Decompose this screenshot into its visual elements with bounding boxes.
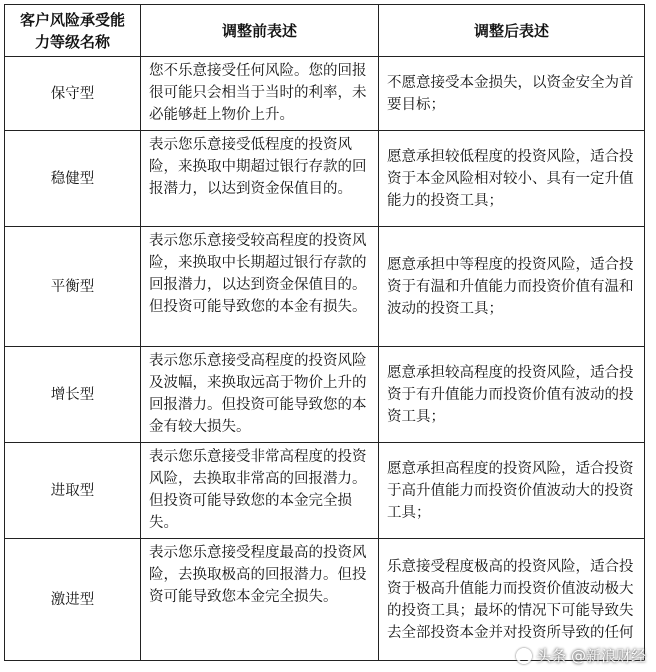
level-name: 保守型 — [5, 57, 141, 131]
table-row — [5, 539, 645, 661]
table-row — [5, 131, 645, 227]
table-row — [5, 57, 645, 131]
table-row — [5, 227, 645, 347]
header-after: 调整后表述 — [379, 5, 645, 57]
watermark — [516, 645, 646, 666]
watermark-text: 头条 @新浪财经 — [536, 647, 646, 665]
level-name: 进取型 — [5, 443, 141, 539]
before-text: 您不乐意接受任何风险。您的回报很可能只会相当于当时的利率，未必能够赶上物价上升。 — [141, 57, 379, 131]
before-text: 表示您乐意接受高程度的投资风险及波幅，来换取远高于物价上升的回报潜力。但投资可能导致您的本金有较大损失。 — [141, 347, 379, 443]
after-text: 乐意接受程度极高的投资风险，适合投资于极高升值能力而投资价值波动极大的投资工具；最坏的情况下可能导致失去全部投资本金并对投资所导致的任何 — [379, 539, 645, 661]
before-text: 表示您乐意接受低程度的投资风险，来换取中期超过银行存款的回报潜力，以达到资金保值目的。 — [141, 131, 379, 227]
level-name: 激进型 — [5, 539, 141, 661]
watermark-logo-icon — [516, 648, 532, 664]
table-row — [5, 347, 645, 443]
header-row — [5, 5, 645, 57]
table-row — [5, 443, 645, 539]
level-name: 增长型 — [5, 347, 141, 443]
before-text: 表示您乐意接受非常高程度的投资风险，去换取非常高的回报潜力。但投资可能导致您的本金完全损失。 — [141, 443, 379, 539]
level-name: 平衡型 — [5, 227, 141, 347]
before-text: 表示您乐意接受较高程度的投资风险，来换取中长期超过银行存款的回报潜力，以达到资金保值目的。但投资可能导致您的本金有损失。 — [141, 227, 379, 347]
after-text: 愿意承担中等程度的投资风险，适合投资于有温和升值能力而投资价值有温和波动的投资工具； — [379, 227, 645, 347]
after-text: 不愿意接受本金损失，以资金安全为首要目标； — [379, 57, 645, 131]
after-text: 愿意承担较低程度的投资风险，适合投资于本金风险相对较小、具有一定升值能力的投资工具； — [379, 131, 645, 227]
header-level-name: 客户风险承受能力等级名称 — [5, 5, 141, 57]
after-text: 愿意承担高程度的投资风险，适合投资于高升值能力而投资价值波动大的投资工具； — [379, 443, 645, 539]
header-before: 调整前表述 — [141, 5, 379, 57]
level-name: 稳健型 — [5, 131, 141, 227]
risk-level-table — [4, 4, 645, 661]
before-text: 表示您乐意接受程度最高的投资风险，去换取极高的回报潜力。但投资可能导致您本金完全损失。 — [141, 539, 379, 661]
after-text: 愿意承担较高程度的投资风险，适合投资于有升值能力而投资价值有波动的投资工具； — [379, 347, 645, 443]
